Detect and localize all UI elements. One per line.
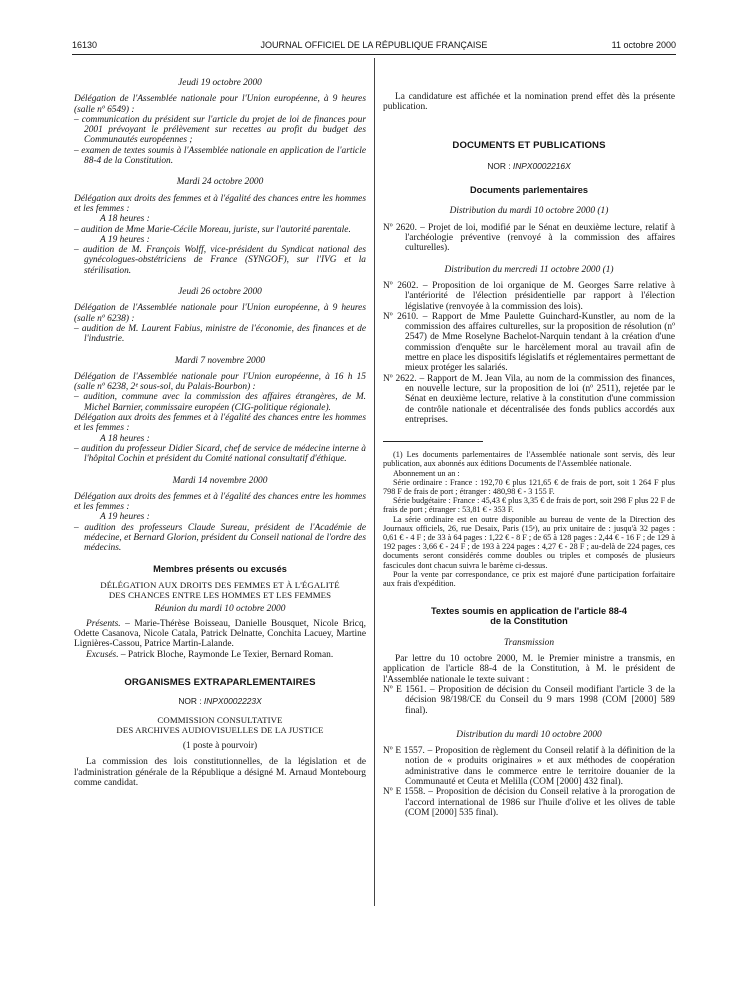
distribution-date: Distribution du mardi 10 octobre 2000 (1) (449, 206, 609, 217)
session-intro: Délégation aux droits des femmes et à l'égalité des chances entre les hommes et les femmes : (74, 491, 366, 513)
footnote: (1) Les documents parlementaires de l'Assemblée nationale sont servis, dès leur publication, aux abonnés aux éditions Documents de l'Assemblée nationale. Abonnement un an : Série ordinaire : France : 192,70 € plus 121,65 € de frais de port, soit 1 264 F plus 798 F de frais de port ; étranger : 480,98 € - 3 155 F. Série budgétaire : France : 45,43 € plus 3,35 € de frais de port, soit 298 F plus 22 F de frais de port ; étranger : 53,81 € - 353 F. La série ordinaire est en outre disponible au bureau de vente de la Direction des Journaux officiels, 26, rue Desaix, Paris (15ᵉ), au prix unitaire de : jusqu'à 32 pages : 0,61 € - 4 F ; de 33 à 64 pages : 1,22 € - 8 F ; de 65 à 128 pages : 2,44 € - 16 F ; de 129 à 192 pages : 3,66 € - 24 F ; de 193 à 224 pages : 4,27 € - 28 F ; au-delà de 224 pages, ces documents seront considérés comme doubles ou triples et composés de plusieurs fascicules dont chacun suivra le barème ci-dessus. Pour la vente par correspondance, ce prix est majoré d'une participation forfaitaire aux frais d'expédition. (383, 450, 675, 588)
nor-reference: NOR : INPX0002223X (178, 696, 262, 707)
agenda-item: – audition de Mme Marie-Cécile Moreau, juriste, sur l'autorité parentale. (74, 224, 351, 235)
subsection-heading: Documents parlementaires (470, 185, 588, 196)
session-intro: Délégation de l'Assemblée nationale pour l'Union européenne, à 16 h 15 (salle nº 6238, 2ᵉ sous-sol, du Palais-Bourbon) : (74, 371, 366, 393)
designation-text: La commission des lois constitutionnelles, de la législation et de l'administration générale de la République a désigné M. Arnaud Montebourg comme candidat. (74, 757, 366, 789)
time-label: A 19 heures : (100, 234, 150, 245)
column-divider (374, 58, 375, 906)
date-heading: Mardi 7 novembre 2000 (174, 355, 266, 366)
section-heading: de la Constitution (490, 616, 568, 627)
page-header (72, 40, 676, 55)
document-entry: Nº 2602. – Proposition de loi organique de M. Georges Sarre relative à l'antériorité de l'élection présidentielle par rapport à l'élection législative (renvoyée à la commission des lois). (383, 280, 675, 312)
session-intro: Délégation de l'Assemblée nationale pour l'Union européenne, à 9 heures (salle nº 6549) : (74, 94, 366, 115)
agenda-item: – audition des professeurs Claude Sureau, président de l'Académie de médecine, et Bernard Glorion, président du Conseil national de l'ordre des médecins. (74, 522, 366, 554)
subheading: Transmission (503, 637, 555, 648)
meeting-date: Réunion du mardi 10 octobre 2000 (154, 604, 286, 615)
vacancy-count: (1 poste à pourvoir) (182, 741, 258, 752)
document-entry: Nº 2620. – Projet de loi, modifié par le Sénat en deuxième lecture, relatif à l'archéologie préventive (renvoyé à la commission des affaires culturelles). (383, 222, 675, 254)
date-heading: Mardi 24 octobre 2000 (176, 177, 264, 188)
agenda-item: – audition de M. Laurent Fabius, ministre de l'économie, des finances et de l'industrie. (74, 323, 366, 345)
session-intro: Délégation aux droits des femmes et à l'égalité des chances entre les hommes et les femmes : (74, 193, 366, 214)
section-heading: DOCUMENTS ET PUBLICATIONS (452, 139, 606, 151)
section-heading: Textes soumis en application de l'article 88-4 (430, 606, 628, 617)
footnote-rule (383, 441, 483, 442)
section-heading: ORGANISMES EXTRAPARLEMENTAIRES (124, 676, 316, 688)
document-entry: Nº 2622. – Rapport de M. Jean Vila, au nom de la commission des finances, en nouvelle lecture, sur la proposition de loi (nº 2511), rejetée par le Sénat en deuxième lecture, relative à la constitution d'une commission de contrôle nationale et décentralisée des fonds publics accordés aux entreprises. (383, 373, 675, 425)
page-number: 16130 (72, 40, 98, 50)
issue-date: 11 octobre 2000 (611, 40, 676, 50)
transmission-text: Par lettre du 10 octobre 2000, M. le Premier ministre a transmis, en application de l'article 88-4 de la Constitution, à M. le président de l'Assemblée nationale le texte suivant : (383, 654, 675, 685)
organisation-name: DES CHANCES ENTRE LES HOMMES ET LES FEMMES (108, 590, 332, 601)
agenda-item: – examen de textes soumis à l'Assemblée nationale en application de l'article 88-4 de la Constitution. (74, 145, 366, 167)
agenda-item: – audition, commune avec la commission des affaires étrangères, de M. Michel Barnier, commissaire européen (CIG-politique régionale). (74, 392, 366, 413)
agenda-item: – audition de M. François Wolff, vice-président du Syndicat national des gynécologues-obstétriciens de France (SYNGOF), sur l'IVG et la stérilisation. (74, 245, 366, 276)
date-heading: Mardi 14 novembre 2000 (172, 475, 268, 486)
session-intro: Délégation aux droits des femmes et à l'égalité des chances entre les hommes et les femmes : (74, 413, 366, 434)
distribution-date: Distribution du mardi 10 octobre 2000 (456, 729, 602, 740)
journal-title: JOURNAL OFFICIEL DE LA RÉPUBLIQUE FRANÇAISE (260, 40, 488, 50)
agenda-item: – communication du président sur l'article du projet de loi de finances pour 2001 prévoyant le prélèvement sur recettes au profit du budget des Communautés européennes ; (74, 114, 366, 146)
nor-reference: NOR : INPX0002216X (487, 160, 571, 171)
left-column (74, 62, 366, 788)
session-intro: Délégation de l'Assemblée nationale pour l'Union européenne, à 9 heures (salle nº 6238) : (74, 303, 366, 324)
present-members: Présents. – Marie-Thérèse Boisseau, Danielle Bousquet, Nicole Bricq, Odette Casanova, Nicole Catala, Patrick Delnatte, Conchita Lacuey, Martine Lignières-Cassou, Patrice Martin-Lalande. (74, 618, 366, 650)
agenda-item: – audition du professeur Didier Sicard, chef de service de médecine interne à l'hôpital Cochin et président du Comité national consultatif d'éthique. (74, 443, 366, 465)
commission-name: DES ARCHIVES AUDIOVISUELLES DE LA JUSTICE (116, 724, 324, 735)
section-heading: Membres présents ou excusés (153, 563, 287, 574)
time-label: A 18 heures : (100, 433, 150, 444)
time-label: A 18 heures : (100, 214, 150, 225)
organisation-name: DÉLÉGATION AUX DROITS DES FEMMES ET À L'ÉGALITÉ (100, 579, 340, 590)
candidature-text: La candidature est affichée et la nomination prend effet dès la présente publication. (383, 92, 675, 113)
date-heading: Jeudi 26 octobre 2000 (178, 287, 262, 298)
time-label: A 19 heures : (100, 512, 150, 523)
text-entry: Nº E 1558. – Proposition de décision du Conseil relative à la prorogation de l'accord international de 1986 sur l'huile d'olive et les olives de table (COM [2000] 535 final). (383, 787, 675, 818)
distribution-date: Distribution du mercredi 11 octobre 2000 (1) (444, 264, 614, 275)
right-column (383, 62, 675, 818)
text-entry: Nº E 1561. – Proposition de décision du Conseil modifiant l'article 3 de la décision 98/198/CE du Conseil du 9 mars 1998 (COM [2000] 589 final). (383, 684, 675, 716)
commission-name: COMMISSION CONSULTATIVE (157, 714, 283, 725)
text-entry: Nº E 1557. – Proposition de règlement du Conseil relatif à la définition de la notion de « produits originaires » et aux méthodes de coopération administrative dans le commerce entre le territoire douanier de la Communauté et Ceuta et Melilla (COM [2000] 432 final). (383, 746, 675, 788)
excused-members: Excusés. – Patrick Bloche, Raymonde Le Texier, Bernard Roman. (86, 649, 334, 660)
document-entry: Nº 2610. – Rapport de Mme Paulette Guinchard-Kunstler, au nom de la commission des affaires culturelles, sur la proposition de résolution (nº 2547) de Mme Roselyne Bachelot-Narquin tendant à la création d'une commission d'enquête sur le harcèlement moral au travail afin de mettre en place les dispositifs législatifs et réglementaires permettant de mieux protéger les salariés. (383, 311, 675, 374)
date-heading: Jeudi 19 octobre 2000 (178, 78, 262, 88)
